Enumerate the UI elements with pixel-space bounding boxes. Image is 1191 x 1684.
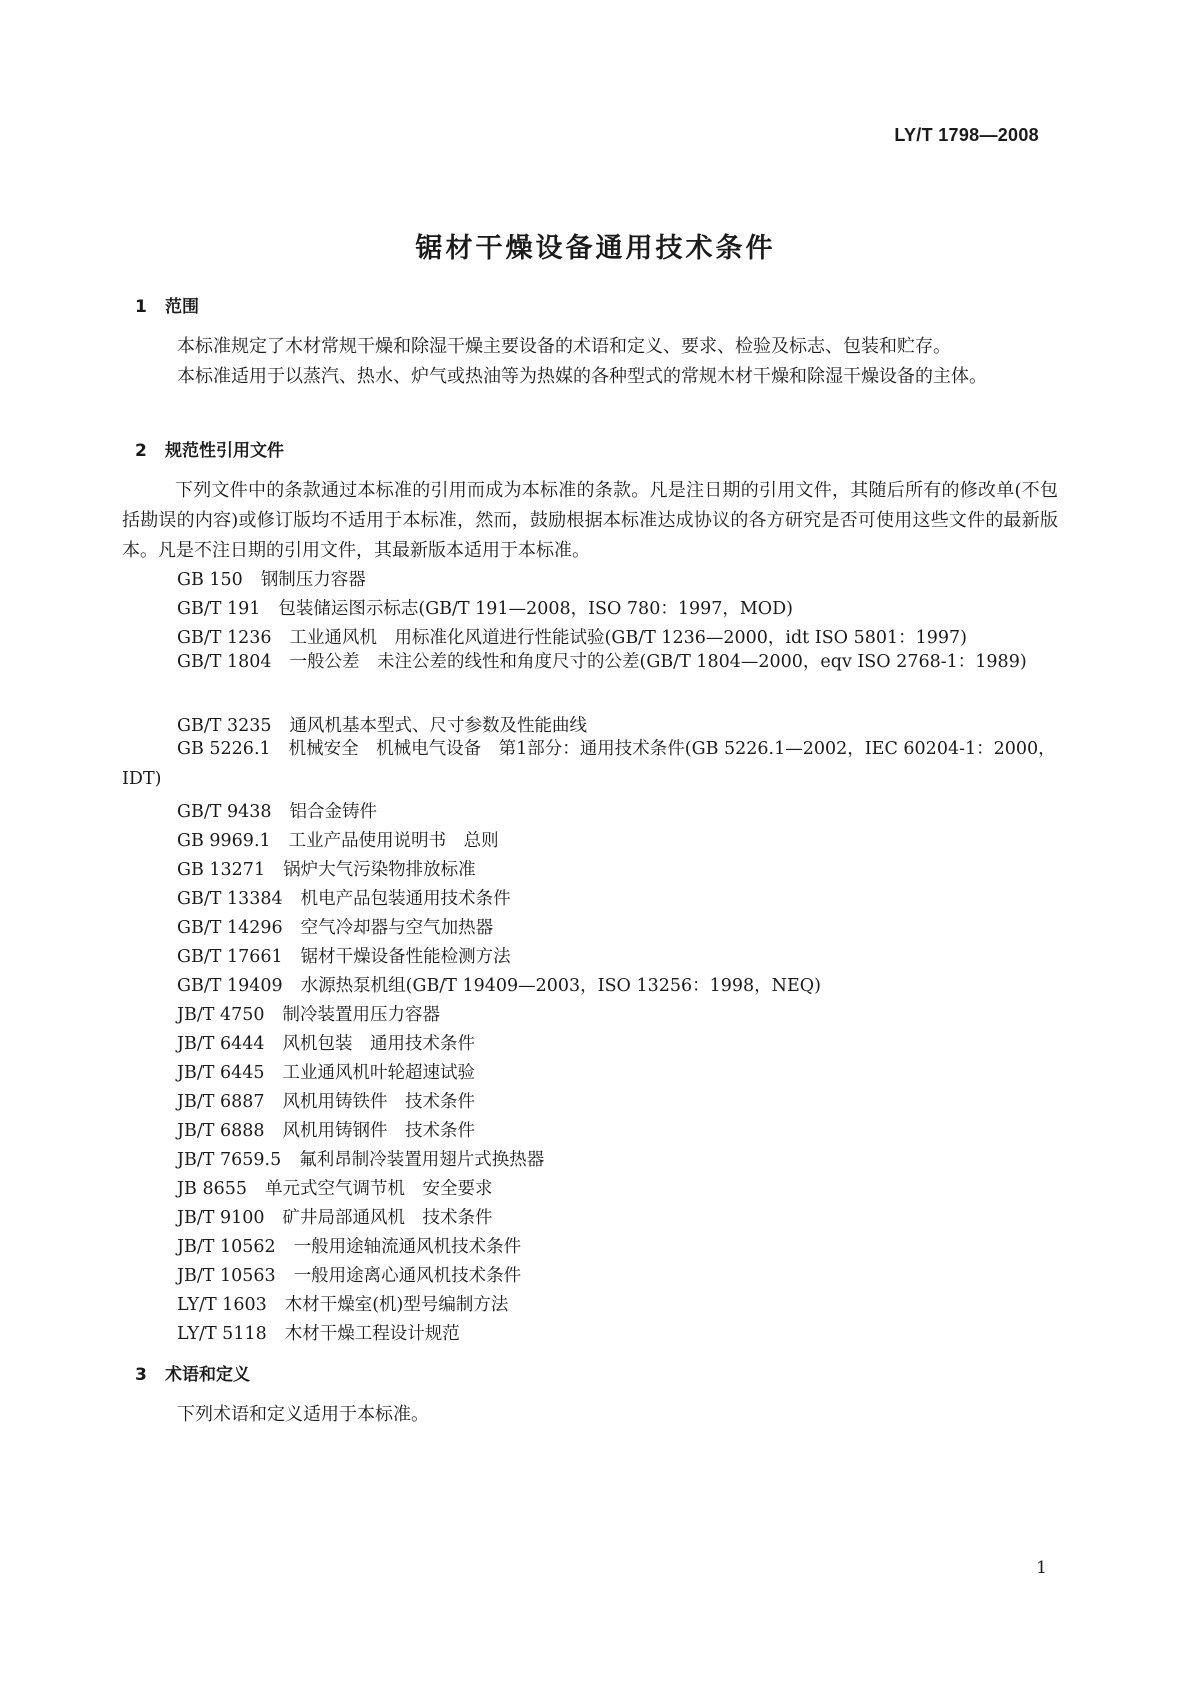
reference-title: 矿井局部通风机 技术条件 <box>282 1208 493 1228</box>
reference-code: GB/T 1236 <box>177 628 272 648</box>
section-number: 2 <box>135 441 147 461</box>
scope-paragraph-2: 本标准适用于以蒸汽、热水、炉气或热油等为热媒的各种型式的常规木材干燥和除湿干燥设备的主体。 <box>177 366 987 387</box>
reference-code: JB/T 9100 <box>177 1208 265 1228</box>
reference-item <box>177 914 493 939</box>
reference-title: 工业通风机 用标准化风道进行性能试验(GB/T 1236—2000，idt ISO 5801：1997) <box>289 628 967 648</box>
reference-item <box>177 1088 475 1113</box>
reference-item <box>177 566 366 591</box>
reference-title: 木材干燥室(机)型号编制方法 <box>284 1295 509 1315</box>
reference-item <box>177 624 967 649</box>
reference-code: JB/T 7659.5 <box>177 1150 282 1170</box>
reference-item <box>122 734 1060 794</box>
reference-title: 锯材干燥设备性能检测方法 <box>300 947 511 967</box>
reference-code: LY/T 1603 <box>177 1295 267 1315</box>
reference-item <box>177 1146 544 1171</box>
reference-code: JB 8655 <box>177 1179 247 1199</box>
reference-item <box>177 1320 460 1345</box>
reference-title: 木材干燥工程设计规范 <box>284 1324 460 1344</box>
reference-item <box>177 1117 475 1142</box>
reference-title: 工业产品使用说明书 总则 <box>288 831 499 851</box>
reference-title: 铝合金铸件 <box>289 802 378 822</box>
reference-code: GB/T 14296 <box>177 918 283 938</box>
reference-code: JB/T 6887 <box>177 1092 265 1112</box>
reference-title: 一般公差 未注公差的线性和角度尺寸的公差(GB/T 1804—2000，eqv ISO 2768-1：1989) <box>289 652 1027 672</box>
reference-title: 单元式空气调节机 安全要求 <box>264 1179 493 1199</box>
reference-title: 机电产品包装通用技术条件 <box>300 889 511 909</box>
reference-code: GB/T 1804 <box>177 652 272 672</box>
reference-code: JB/T 10562 <box>177 1237 276 1257</box>
reference-title: 风机用铸钢件 技术条件 <box>282 1121 476 1141</box>
reference-code: GB/T 3235 <box>177 716 272 736</box>
standard-code: LY/T 1798—2008 <box>894 125 1039 145</box>
reference-title: 风机包装 通用技术条件 <box>282 1034 476 1054</box>
scope-paragraph-1: 本标准规定了木材常规干燥和除湿干燥主要设备的术语和定义、要求、检验及标志、包装和贮存。 <box>177 336 951 357</box>
section-title: 范围 <box>165 297 199 317</box>
reference-title: 空气冷却器与空气加热器 <box>300 918 494 938</box>
reference-code: GB 13271 <box>177 860 266 880</box>
reference-item <box>177 798 377 823</box>
reference-item <box>177 972 821 997</box>
reference-title: 一般用途轴流通风机技术条件 <box>293 1237 522 1257</box>
reference-code: GB 150 <box>177 570 243 590</box>
normative-refs-intro: 下列文件中的条款通过本标准的引用而成为本标准的条款。凡是注日期的引用文件，其随后所有的修改单(不包括勘误的内容)或修订版均不适用于本标准，然而，鼓励根据本标准达成协议的各方研究是否可使用这些文件的最新版本。凡是不注日期的引用文件，其最新版本适用于本标准。 <box>122 480 1058 561</box>
reference-item <box>177 1001 440 1026</box>
reference-item <box>177 1175 492 1200</box>
reference-code: GB/T 9438 <box>177 802 272 822</box>
reference-code: GB/T 19409 <box>177 976 283 996</box>
terms-intro: 下列术语和定义适用于本标准。 <box>177 1404 429 1425</box>
reference-code: JB/T 6444 <box>177 1034 265 1054</box>
reference-title: 水源热泵机组(GB/T 19409—2003，ISO 13256：1998，NEQ) <box>300 976 821 996</box>
reference-code: GB/T 191 <box>177 599 261 619</box>
reference-code: LY/T 5118 <box>177 1324 267 1344</box>
reference-code: JB/T 10563 <box>177 1266 276 1286</box>
reference-item <box>177 1262 521 1287</box>
reference-item <box>177 827 499 852</box>
reference-item <box>177 1233 521 1258</box>
reference-title: 锅炉大气污染物排放标准 <box>283 860 476 880</box>
reference-title: 通风机基本型式、尺寸参数及性能曲线 <box>289 716 588 736</box>
section-title: 规范性引用文件 <box>165 441 284 461</box>
reference-code: JB/T 6445 <box>177 1063 265 1083</box>
reference-code: GB 5226.1 <box>177 739 271 759</box>
section-2-heading <box>135 436 284 461</box>
reference-code: GB/T 13384 <box>177 889 283 909</box>
reference-code: GB 9969.1 <box>177 831 271 851</box>
section-1-heading <box>135 292 199 317</box>
page-number: 1 <box>1036 1558 1047 1578</box>
reference-item <box>177 943 511 968</box>
reference-item <box>177 1204 493 1229</box>
reference-code: JB/T 6888 <box>177 1121 265 1141</box>
reference-title: 制冷装置用压力容器 <box>282 1005 441 1025</box>
reference-code: GB/T 17661 <box>177 947 283 967</box>
reference-item <box>177 1059 475 1084</box>
reference-title: 钢制压力容器 <box>260 570 366 590</box>
reference-item <box>122 647 1060 677</box>
section-number: 3 <box>135 1365 147 1385</box>
document-title: 锯材干燥设备通用技术条件 <box>415 233 776 264</box>
reference-item <box>177 1030 475 1055</box>
reference-title: 氟利昂制冷装置用翅片式换热器 <box>299 1150 545 1170</box>
section-number: 1 <box>135 297 147 317</box>
reference-item <box>177 856 476 881</box>
section-3-heading <box>135 1360 250 1385</box>
reference-title: 包装储运图示标志(GB/T 191—2008，ISO 780：1997，MOD) <box>278 599 793 619</box>
reference-item <box>177 595 793 620</box>
reference-item <box>177 885 511 910</box>
reference-title: 风机用铸铁件 技术条件 <box>282 1092 476 1112</box>
section-title: 术语和定义 <box>165 1365 250 1385</box>
reference-title: 工业通风机叶轮超速试验 <box>282 1063 476 1083</box>
reference-code: JB/T 4750 <box>177 1005 265 1025</box>
reference-title: 机械安全 机械电气设备 第1部分：通用技术条件(GB 5226.1—2002，IEC 60204-1：2000，IDT) <box>122 739 1056 789</box>
reference-item <box>177 1291 508 1316</box>
reference-title: 一般用途离心通风机技术条件 <box>293 1266 522 1286</box>
